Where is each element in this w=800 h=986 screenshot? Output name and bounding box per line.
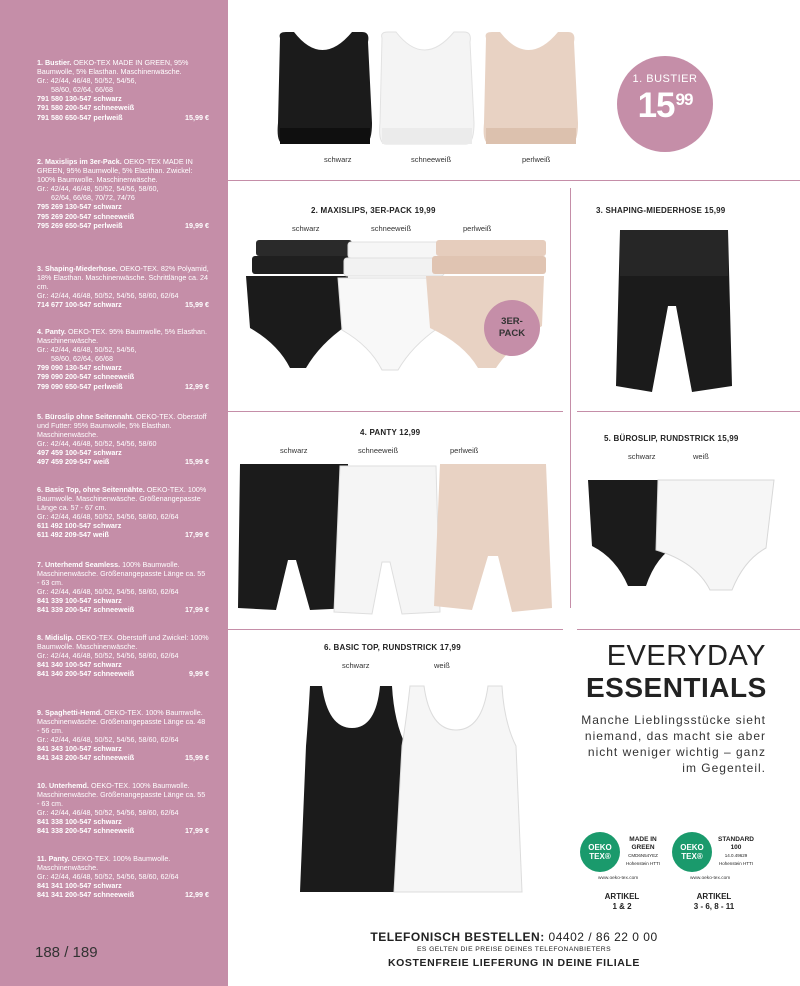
product-desc-text: OEKO-TEX. Oberstoff und Zwickel: 100% Baumwolle. Maschinenwäsche. — [37, 633, 209, 652]
size-line: Gr.: 42/44, 46/48, 50/52, 54/56, 58/60, 62/64 — [37, 291, 179, 301]
article-number: 791 580 200-547 schneeweiß — [37, 103, 135, 113]
divider — [228, 180, 800, 181]
bustier-color-label: schneeweiß — [411, 155, 452, 164]
phone-order-line — [228, 930, 800, 944]
product-description — [37, 157, 209, 184]
basictop-color-label: schwarz — [342, 661, 370, 670]
article-number: 611 492 100-547 schwarz — [37, 521, 122, 531]
product-description — [37, 633, 209, 651]
panty-color-label: schwarz — [280, 446, 308, 455]
product-desc-text: OEKO-TEX. 100% Baumwolle. Maschinenwäsche. — [37, 854, 171, 873]
divider — [228, 411, 563, 412]
product-description — [37, 58, 209, 76]
article-number: 841 338 200-547 schneeweiß — [37, 826, 135, 836]
product-price: 17,99 € — [185, 530, 209, 540]
logo-text: OEKO — [680, 843, 704, 852]
article-number: 497 459 209-547 weiß — [37, 457, 110, 467]
product-desc-text: OEKO-TEX. 100% Baumwolle. Maschinenwäsche. Größenangepasste Länge ca. 57 - 67 cm. — [37, 485, 207, 513]
panty-pearl — [434, 464, 552, 612]
article-number: 841 341 100-547 schwarz — [37, 881, 122, 891]
everyday-text: Manche Lieblingsstücke sieht niemand, das macht sie aber nicht weniger wichtig – ganz im Gegenteil. — [581, 713, 766, 775]
product-title: 5. Büroslip ohne Seitennaht. — [37, 412, 135, 421]
cert-line: STANDARD — [718, 836, 754, 843]
basictop-white — [394, 686, 522, 892]
maxislip-black — [246, 240, 352, 368]
product-title: 2. Maxislips im 3er-Pack. — [37, 157, 122, 166]
shaping-image — [612, 226, 736, 396]
product-price: 17,99 € — [185, 826, 209, 836]
product-desc-text: OEKO-TEX. 95% Baumwolle, 5% Elasthan. Maschinenwäsche. — [37, 327, 208, 346]
product-entry — [37, 560, 209, 615]
product-desc-text: OEKO-TEX. 100% Baumwolle. Maschinenwäsche. Größenangepasste Länge ca. 55 - 63 cm. — [37, 781, 206, 809]
product-details-sidebar — [0, 0, 228, 986]
product-description — [37, 485, 209, 512]
cert-url: www.oeko-tex.com — [690, 876, 731, 881]
product-price: 17,99 € — [185, 605, 209, 615]
article-label: ARTIKEL — [696, 892, 732, 901]
basictop-title: 6. BASIC TOP, RUNDSTRICK 17,99 — [324, 643, 461, 652]
product-desc-text: OEKO-TEX. 82% Polyamid, 18% Elasthan. Maschinenwäsche. Schrittlänge ca. 24 cm. — [37, 264, 209, 292]
product-description — [37, 781, 209, 808]
product-description — [37, 327, 209, 345]
article-number: 795 269 200-547 schneeweiß — [37, 211, 135, 221]
delivery-note: KOSTENFREIE LIEFERUNG IN DEINE FILIALE — [387, 957, 641, 969]
logo-text: TEX® — [589, 852, 611, 861]
size-line: Gr.: 42/44, 46/48, 50/52, 54/56, 58/60, 62/64 — [37, 512, 179, 522]
article-number: 795 269 650-547 perlweiß — [37, 220, 123, 230]
product-price: 15,99 € — [185, 457, 209, 467]
article-number: 611 492 209-547 weiß — [37, 530, 109, 540]
product-entry — [37, 58, 209, 122]
basictop-image — [294, 682, 530, 900]
product-description — [37, 560, 209, 587]
basictop-color-label: weiß — [434, 661, 450, 670]
product-entry — [37, 412, 209, 467]
phone-label: TELEFONISCH BESTELLEN: — [370, 930, 545, 944]
phone-number[interactable]: 04402 / 86 22 0 00 — [548, 930, 658, 944]
bustier-color-label: schwarz — [324, 155, 352, 164]
article-label: ARTIKEL — [604, 892, 640, 901]
price-main: 15 — [637, 86, 675, 125]
maxislip-white — [338, 242, 444, 370]
cert-text — [718, 836, 754, 868]
product-title: 11. Panty. — [37, 854, 70, 863]
article-number: 799 090 130-547 schwarz — [37, 363, 122, 373]
size-line: Gr.: 42/44, 46/48, 50/52, 54/56, — [37, 345, 137, 355]
article-number: 841 339 100-547 schwarz — [37, 596, 122, 606]
article-row — [37, 113, 209, 122]
article-number: 791 580 650-547 perlweiß — [37, 112, 123, 122]
product-description — [37, 854, 209, 872]
maxislips-title: 2. MAXISLIPS, 3ER-PACK 19,99 — [311, 206, 436, 215]
bustier-image — [272, 28, 622, 153]
product-description — [37, 264, 209, 291]
panty-color-label: perlweiß — [450, 446, 479, 455]
product-price: 19,99 € — [185, 220, 209, 230]
bueroslip-color-label: schwarz — [628, 452, 656, 461]
cert-text — [626, 836, 660, 868]
article-number: 841 343 200-547 schneeweiß — [37, 753, 135, 763]
cert-line: GREEN — [631, 844, 655, 851]
bustier-price-badge — [617, 56, 713, 152]
product-title: 10. Unterhemd. — [37, 781, 89, 790]
cert-line: 100 — [730, 844, 742, 851]
product-title: 8. Midislip. — [37, 633, 74, 642]
size-line: Gr.: 42/44, 46/48, 50/52, 54/56, 58/60, 62/64 — [37, 651, 179, 661]
cert-articles — [590, 892, 654, 912]
everyday-heading: EVERYDAY — [606, 640, 766, 672]
price-cents: 99 — [675, 90, 693, 109]
article-row — [37, 300, 209, 309]
product-title: 4. Panty. — [37, 327, 67, 336]
shaping-title: 3. SHAPING-MIEDERHOSE 15,99 — [596, 206, 726, 215]
size-line: Gr.: 42/44, 46/48, 50/52, 54/56, 58/60, 62/64 — [37, 587, 179, 597]
bueroslip-image — [582, 474, 782, 596]
panty-title: 4. PANTY 12,99 — [360, 428, 421, 437]
article-number: 714 677 100-547 schwarz — [37, 300, 122, 310]
product-price: 12,99 € — [185, 381, 209, 391]
product-entry — [37, 485, 209, 540]
article-numbers: 1 & 2 — [612, 902, 632, 911]
cert-line: MADE IN — [629, 836, 657, 843]
size-line: Gr.: 42/44, 46/48, 50/52, 54/56, 58/60, 62/64 — [37, 872, 179, 882]
maxislips-color-label: schwarz — [292, 224, 320, 233]
product-entry — [37, 327, 209, 391]
article-row — [37, 753, 209, 762]
product-description — [37, 708, 209, 735]
logo-text: OEKO — [588, 843, 612, 852]
maxislips-color-label: schneeweiß — [371, 224, 412, 233]
product-desc-text: OEKO-TEX MADE IN GREEN, 95% Baumwolle, 5% Elasthan. Maschinenwäsche. — [37, 58, 189, 77]
product-price: 12,99 € — [185, 890, 209, 900]
size-line: Gr.: 42/44, 46/48, 50/52, 54/56, 58/60 — [37, 439, 157, 449]
article-number: 841 339 200-547 schneeweiß — [37, 605, 135, 615]
article-row — [37, 221, 209, 230]
divider — [577, 629, 800, 630]
article-row — [37, 669, 209, 678]
article-row — [37, 605, 209, 614]
product-entry — [37, 633, 209, 678]
product-price: 15,99 € — [185, 112, 209, 122]
price-badge-price — [617, 86, 713, 126]
product-price: 9,99 € — [189, 669, 209, 679]
cert-institute: Hohenstein HTTI — [626, 861, 661, 866]
bustier-black — [278, 32, 372, 144]
oeko-tex-logo — [672, 832, 712, 872]
article-row — [37, 457, 209, 466]
article-row — [37, 530, 209, 539]
product-price: 15,99 € — [185, 300, 209, 310]
divider — [570, 188, 571, 608]
article-number: 841 338 100-547 schwarz — [37, 817, 122, 827]
product-desc-text: 100% Baumwolle. Maschinenwäsche. Größenangepasste Länge ca. 55 - 63 cm. — [37, 560, 206, 588]
article-number: 497 459 100-547 schwarz — [37, 448, 122, 458]
product-entry — [37, 708, 209, 763]
article-number: 791 580 130-547 schwarz — [37, 94, 122, 104]
maxislips-color-label: perlweiß — [463, 224, 492, 233]
article-number: 841 340 200-547 schneeweiß — [37, 669, 135, 679]
article-number: 841 343 100-547 schwarz — [37, 744, 122, 754]
price-note: ES GELTEN DIE PREISE DEINES TELEFONANBIETERS — [416, 946, 612, 953]
size-line: Gr.: 42/44, 46/48, 50/52, 54/56, 58/60, 62/64 — [37, 735, 179, 745]
product-desc-text: OEKO-TEX. Oberstoff und Futter: 95% Baumwolle, 5% Elasthan. Maschinenwäsche. — [37, 412, 207, 440]
article-number: 841 341 200-547 schneeweiß — [37, 890, 135, 900]
article-number: 799 090 650-547 perlweiß — [37, 381, 123, 391]
size-line: Gr.: 42/44, 46/48, 50/52, 54/56, — [37, 76, 137, 86]
article-number: 795 269 130-547 schwarz — [37, 202, 122, 212]
product-title: 3. Shaping-Miederhose. — [37, 264, 118, 273]
article-number: 841 340 100-547 schwarz — [37, 660, 122, 670]
product-price: 15,99 € — [185, 753, 209, 763]
size-line: 58/60, 62/64, 66/68 — [51, 354, 113, 364]
product-title: 7. Unterhemd Seamless. — [37, 560, 121, 569]
essentials-heading: ESSENTIALS — [586, 672, 767, 703]
bustier-color-label: perlweiß — [522, 155, 551, 164]
divider — [577, 411, 800, 412]
size-line: Gr.: 42/44, 46/48, 50/52, 54/56, 58/60, — [37, 184, 159, 194]
bustier-pearl — [484, 32, 578, 144]
price-badge-label: 1. BUSTIER — [632, 73, 698, 85]
size-line: Gr.: 42/44, 46/48, 50/52, 54/56, 58/60, 62/64 — [37, 808, 179, 818]
panty-image — [236, 460, 558, 622]
product-desc-text: OEKO-TEX MADE IN GREEN, 95% Baumwolle, 5% Elasthan. Zwickel: 100% Baumwolle. Maschinenwäsche. — [37, 157, 193, 185]
product-entry — [37, 157, 209, 230]
panty-color-label: schneeweiß — [358, 446, 399, 455]
cert-articles — [678, 892, 750, 912]
article-row — [37, 826, 209, 835]
oeko-tex-logo — [580, 832, 620, 872]
product-title: 6. Basic Top, ohne Seitennähte. — [37, 485, 145, 494]
article-number: 799 090 200-547 schneeweiß — [37, 372, 135, 382]
cert-code: 14.0.49629 — [724, 853, 748, 858]
product-title: 9. Spaghetti-Hemd. — [37, 708, 103, 717]
bueroslip-white — [656, 480, 774, 590]
cert-url: www.oeko-tex.com — [598, 876, 639, 881]
product-entry — [37, 781, 209, 836]
size-line: 62/64, 66/68, 70/72, 74/76 — [51, 193, 135, 203]
product-entry — [37, 854, 209, 899]
cert-institute: Hohenstein HTTI — [718, 861, 753, 866]
oeko-tex-standard-100-label — [672, 832, 754, 872]
bustier-white — [380, 32, 474, 144]
product-title: 1. Bustier. — [37, 58, 72, 67]
article-numbers: 3 - 6, 8 - 11 — [693, 902, 735, 911]
cert-code: CMD6N54YEZ — [628, 853, 658, 858]
page-number: 188 / 189 — [35, 944, 98, 961]
article-row — [37, 890, 209, 899]
bueroslip-title: 5. BÜROSLIP, RUNDSTRICK 15,99 — [604, 434, 739, 443]
divider — [228, 629, 563, 630]
product-description — [37, 412, 209, 439]
product-desc-text: OEKO-TEX. 100% Baumwolle. Maschinenwäsche. Größenangepasste Länge ca. 48 - 56 cm. — [37, 708, 206, 736]
badge-line: PACK — [498, 328, 526, 339]
panty-white — [334, 466, 440, 614]
product-entry — [37, 264, 209, 309]
article-row — [37, 382, 209, 391]
size-line: 58/60, 62/64, 66/68 — [51, 85, 113, 95]
badge-line: 3ER- — [501, 316, 523, 327]
bueroslip-color-label: weiß — [693, 452, 709, 461]
logo-text: TEX® — [681, 852, 703, 861]
oeko-tex-made-in-green-label — [580, 832, 660, 872]
three-pack-badge — [484, 300, 540, 356]
